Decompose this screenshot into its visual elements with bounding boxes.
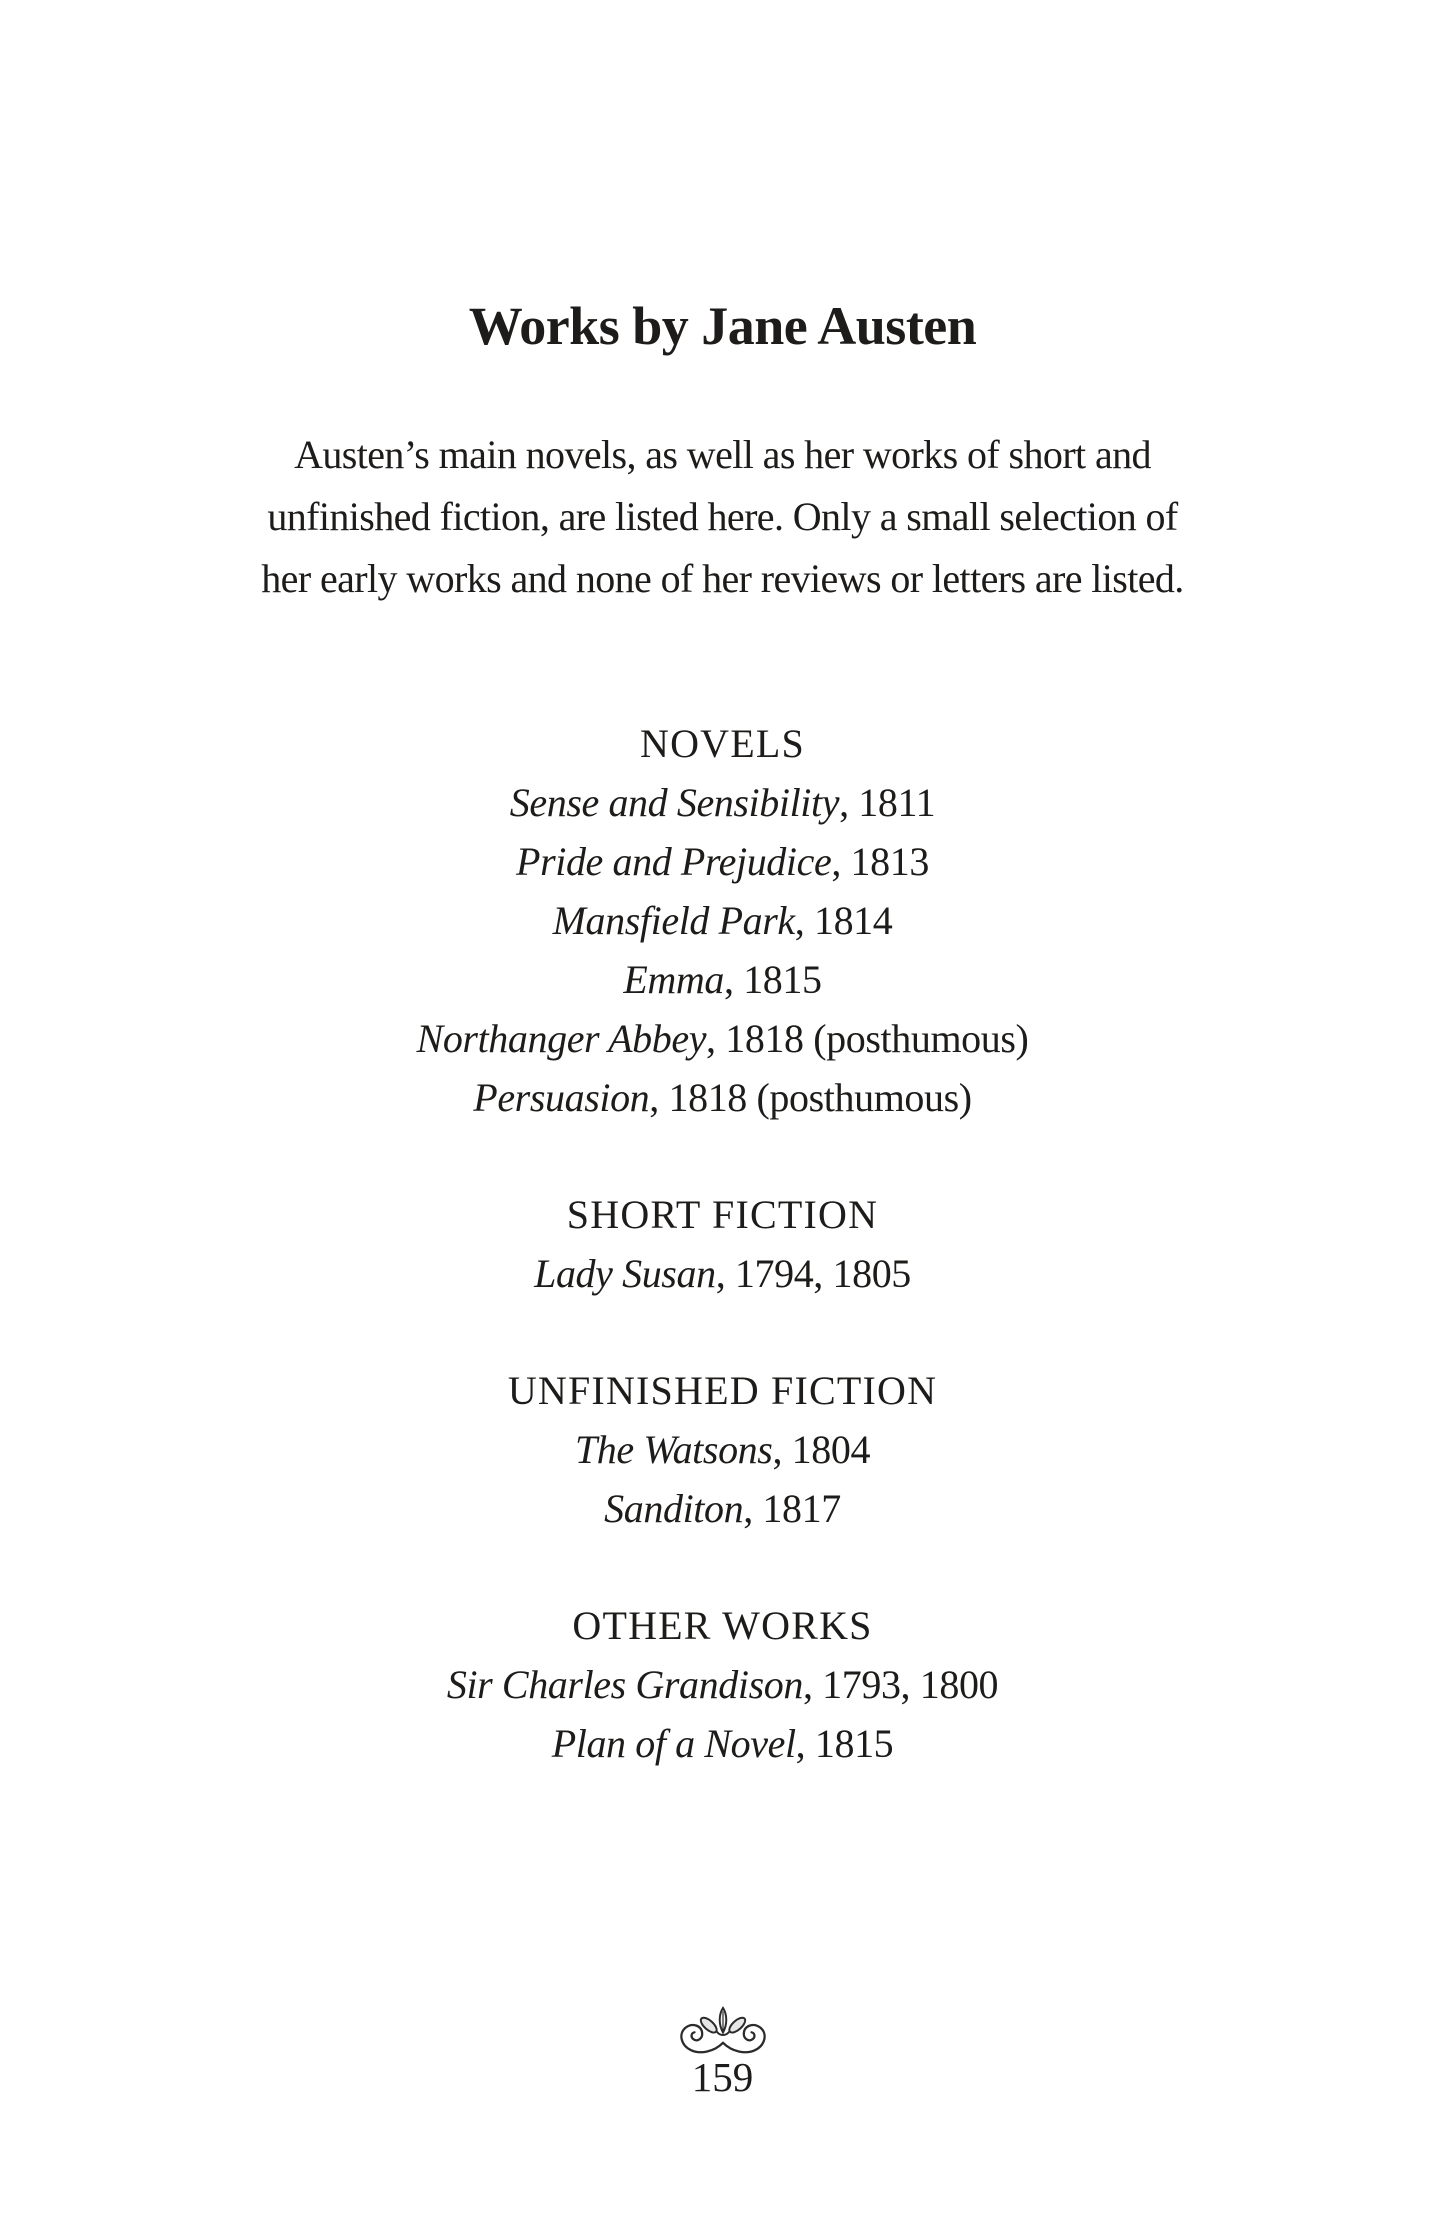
work-details: , 1817 xyxy=(743,1486,841,1531)
work-item xyxy=(0,1009,1445,1068)
work-details: , 1815 xyxy=(795,1721,894,1766)
work-details: , 1794, 1805 xyxy=(715,1251,911,1296)
page-title: Works by Jane Austen xyxy=(468,296,977,356)
section-heading: SHORT FICTION xyxy=(566,1192,879,1237)
work-details: , 1814 xyxy=(794,898,893,943)
work-title: Emma xyxy=(623,957,724,1002)
work-details: , 1815 xyxy=(724,957,822,1002)
intro-line: her early works and none of her reviews or letters are listed. xyxy=(261,556,1184,601)
section-unfinished-fiction xyxy=(0,1361,1445,1538)
work-title: Pride and Prejudice xyxy=(516,839,832,884)
work-item xyxy=(0,1655,1445,1714)
section-heading: NOVELS xyxy=(640,721,805,766)
intro-line: unfinished fiction, are listed here. Only a small selection of xyxy=(267,494,1178,539)
work-details: , 1818 (posthumous) xyxy=(649,1075,972,1120)
work-item xyxy=(0,1244,1445,1303)
work-details: , 1804 xyxy=(772,1427,871,1472)
work-item xyxy=(0,832,1445,891)
work-title: Plan of a Novel xyxy=(551,1721,796,1766)
work-title: Sanditon xyxy=(604,1486,744,1531)
work-item xyxy=(0,1479,1445,1538)
section-novels xyxy=(0,714,1445,1127)
work-title: Sir Charles Grandison xyxy=(446,1662,803,1707)
work-details: , 1793, 1800 xyxy=(802,1662,999,1707)
section-heading: UNFINISHED FICTION xyxy=(507,1368,938,1413)
work-item xyxy=(0,1420,1445,1479)
work-details: , 1813 xyxy=(831,839,929,884)
work-title: Lady Susan xyxy=(534,1251,716,1296)
work-title: Mansfield Park xyxy=(552,898,795,943)
work-item xyxy=(0,1714,1445,1773)
page-number: 159 xyxy=(691,2054,754,2100)
work-item xyxy=(0,1068,1445,1127)
work-item xyxy=(0,891,1445,950)
work-title: The Watsons xyxy=(574,1427,773,1472)
work-title: Northanger Abbey xyxy=(416,1016,707,1061)
work-details: , 1811 xyxy=(839,780,936,825)
work-item xyxy=(0,773,1445,832)
work-title: Persuasion xyxy=(473,1075,650,1120)
work-item xyxy=(0,950,1445,1009)
section-heading: OTHER WORKS xyxy=(572,1603,873,1648)
intro-line: Austen’s main novels, as well as her works of short and xyxy=(294,432,1151,477)
intro-paragraph xyxy=(0,424,1445,610)
work-details: , 1818 (posthumous) xyxy=(706,1016,1029,1061)
section-other-works xyxy=(0,1596,1445,1773)
work-title: Sense and Sensibility xyxy=(509,780,840,825)
section-short-fiction xyxy=(0,1185,1445,1303)
works-list xyxy=(0,714,1445,1773)
